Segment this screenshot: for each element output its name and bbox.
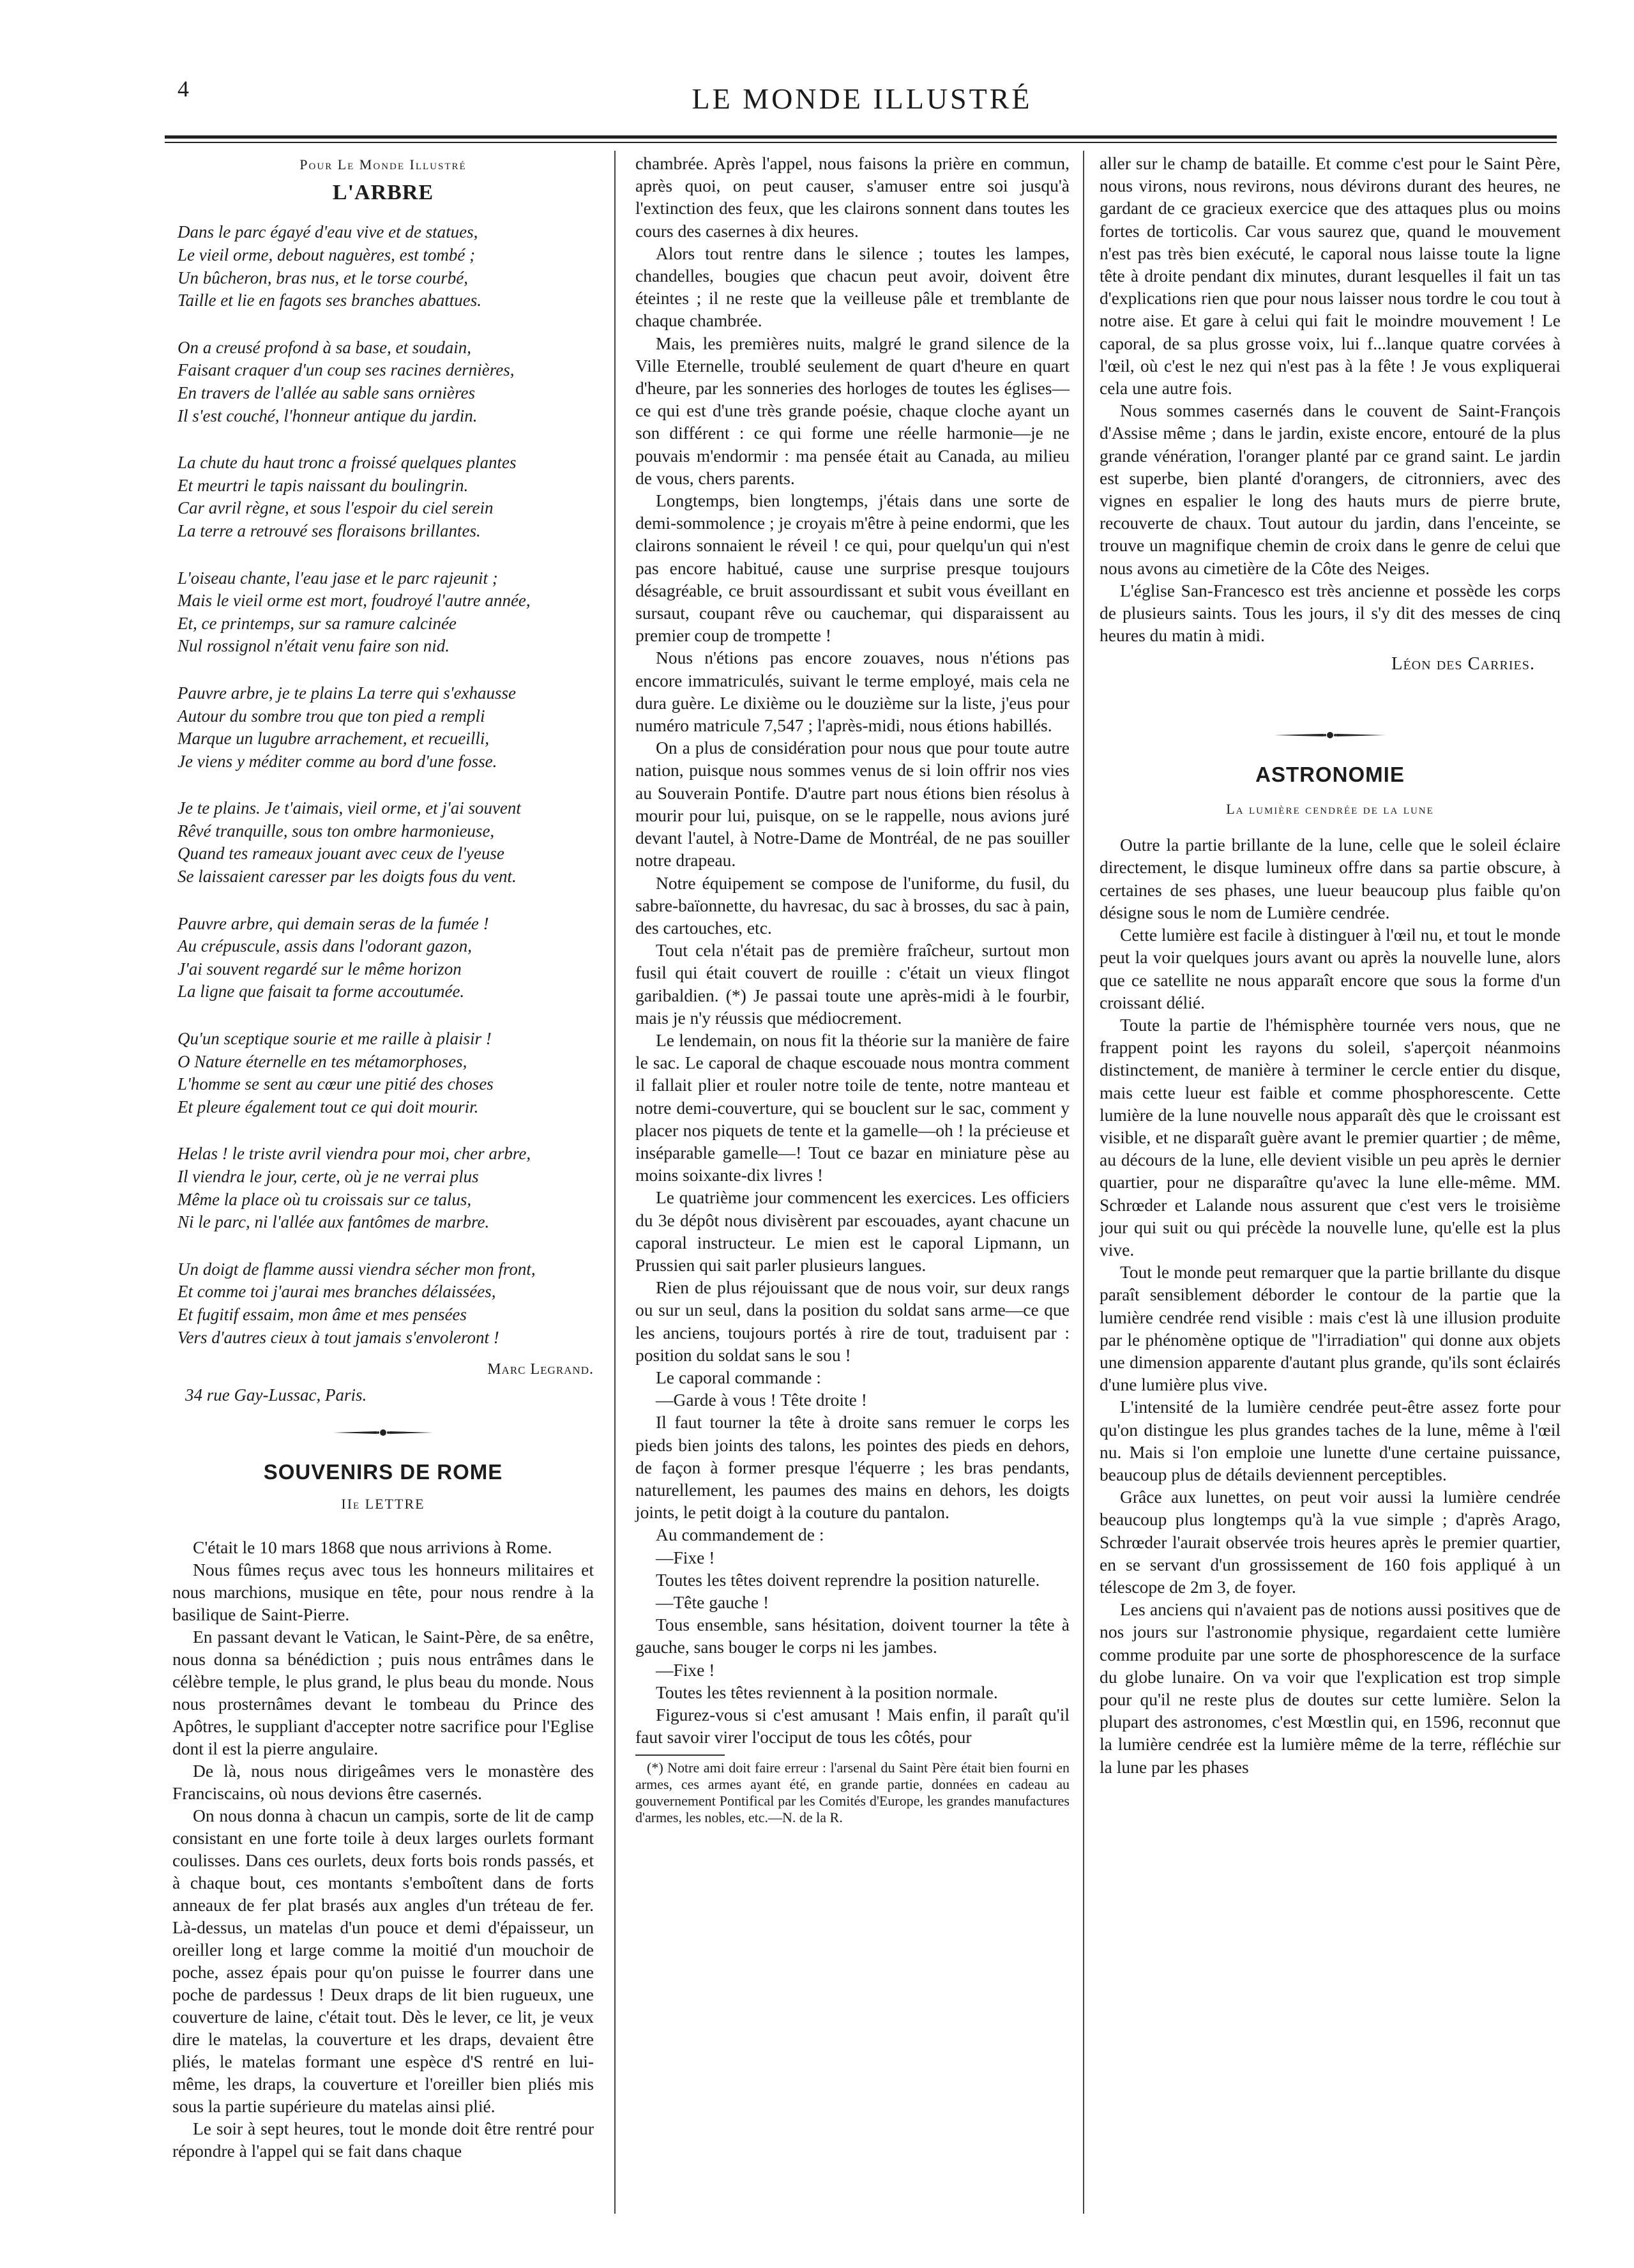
article-paragraph: —Tête gauche ! [656,1592,769,1612]
poem-stanza [178,221,594,312]
article-paragraph: Tout le monde peut remarquer que la partie brillante du disque paraît sensiblement déborder le contour de la partie que la lumière cendrée rend visible : mais c'est là une illusion produite par le phénomène optique de "l'irradiation" qui donne aux objets une dimension apparente d'autant plus grande, qu'ils sont éclairés d'une lumière plus vive. [1100,1262,1561,1395]
column-3 [1100,152,1561,1778]
poem-stanza [178,1258,594,1349]
article-paragraph: Figurez-vous si c'est amusant ! Mais enfin, il paraît qu'il faut savoir virer l'occiput de tous les côtés, pour [635,1705,1070,1747]
article-paragraph: Tous ensemble, sans hésitation, doivent tourner la tête à gauche, sans bouger le corps ni les jambes. [635,1615,1070,1657]
ornament-icon [1273,730,1388,740]
poem-line: Un bûcheron, bras nus, et le torse courbé, [178,268,468,287]
poem-line: Il viendra le jour, certe, où je ne verrai plus [178,1167,479,1186]
poem-line: Autour du sombre trou que ton pied a rempli [178,706,485,726]
article-paragraph: Alors tout rentre dans le silence ; toutes les lampes, chandelles, bougies que chacun peut avoir, doivent être éteintes ; il ne reste que la veilleuse pâle et tremblante de chaque chambrée. [635,243,1070,331]
poem-line: Taille et lie en fagots ses branches abattues. [178,291,481,310]
article-paragraph: L'intensité de la lumière cendrée peut-être assez forte pour qu'on distingue les plus grandes taches de la lune, même à l'œil nu. Mais si l'on emploie une lunette d'une certaine puissance, beaucoup plus de détails deviennent perceptibles. [1100,1397,1561,1484]
poem-line: Pauvre arbre, qui demain seras de la fumée ! [178,913,489,933]
poem-line: J'ai souvent regardé sur le même horizon [178,959,462,978]
poem-line: Rêvé tranquille, sous ton ombre harmonieuse, [178,821,495,841]
page-header [160,72,1564,129]
poem-line: En travers de l'allée au sable sans ornières [178,383,475,402]
poem-body [172,221,594,1349]
poem-stanza [178,913,594,1003]
poem-line: Pauvre arbre, je te plains La terre qui s'exhausse [178,683,516,703]
page-number: 4 [178,76,189,102]
poem-line: Un doigt de flamme aussi viendra sécher mon front, [178,1259,536,1279]
article-paragraph: Longtemps, bien longtemps, j'étais dans une sorte de demi-sommolence ; je croyais m'être à peine endormi, que les clairons sonnaient le réveil ! ce qui, pour quelqu'un qui n'est pas encore habitué, cause une surprise presque toujours désagréable, ce bruit assourdissant et subit vous éveillant en sursaut, coupant rêve ou cauchemar, qui disparaissent au premier coup de trompette ! [635,491,1070,646]
article-paragraph: Toutes les têtes reviennent à la position normale. [656,1682,998,1702]
article-paragraph: Mais, les premières nuits, malgré le grand silence de la Ville Eternelle, troublé seulement de quart d'heure en quart d'heure, par les sonneries des horloges de toutes les églises—ce qui est d'une très grande poésie, chaque cloche ayant un son différent : ce qui forme une réelle harmonie—je ne pouvais m'endormir : ma pensée était au Canada, au milieu de vous, chers parents. [635,333,1070,488]
article-paragraph: Nous fûmes reçus avec tous les honneurs militaires et nous marchions, musique en tête, pour nous rendre à la basilique de Saint-Pierre. [172,1560,594,1625]
poem-line: Je viens y méditer comme au bord d'une fosse. [178,751,497,771]
poem-line: O Nature éternelle en tes métamorphoses, [178,1051,467,1071]
column-divider [614,151,616,2214]
poem-line: Il s'est couché, l'honneur antique du jardin. [178,406,478,425]
poem-line: Nul rossignol n'était venu faire son nid. [178,636,450,656]
poem-line: L'oiseau chante, l'eau jase et le parc rajeunit ; [178,568,498,588]
astronomie-subtitle: La lumière cendrée de la lune [1226,801,1434,818]
poem-title: L'ARBRE [332,181,434,205]
astronomie-title: ASTRONOMIE [1255,762,1405,786]
section-ornament [172,1420,594,1445]
poem-line: Et meurtri le tapis naissant du boulingrin. [178,475,469,495]
poem-line: Vers d'autres cieux à tout jamais s'envoleront ! [178,1327,499,1347]
article-paragraph: Le lendemain, on nous fit la théorie sur la manière de faire le sac. Le caporal de chaque escouade nous montra comment il fallait plier et rouler notre toile de tente, notre manteau et notre demi-couverture, qui se bouclent sur le sac, comment y placer nos piquets de tente et la gamelle—oh ! la précieuse et inséparable gamelle—! Tout ce bazar en miniature pèse au moins soixante-dix livres ! [635,1030,1070,1185]
footnote: (*) Notre ami doit faire erreur : l'arsenal du Saint Père était bien fourni en armes, ces armes ayant été, en grande partie, données en cadeau au gouvernement Pontifical par les Comités d'Europe, les grandes manufactures d'armes, les nobles, etc.—N. de la R. [635,1760,1070,1826]
article-paragraph: Nous sommes casernés dans le couvent de Saint-François d'Assise même ; dans le jardin, existe encore, entouré de la plus grande vénération, l'oranger planté par ce grand saint. Le jardin est superbe, bien planté d'orangers, de citronniers, avec des vignes en espalier le long des hauts murs de pierre brute, recouverte de chaux. Tout autour du jardin, dans l'enceinte, se trouve un magnifique chemin de croix dans le genre de celui que nous avons au cimetière de la Côte des Neiges. [1100,400,1561,578]
poem-line: Et fugitif essaim, mon âme et mes pensées [178,1304,467,1324]
poem-line: Et, ce printemps, sur sa ramure calcinée [178,613,457,633]
article-paragraph: aller sur le champ de bataille. Et comme c'est pour le Saint Père, nous virons, nous revirons, nous dévirons durant des heures, ne gardant de ce gracieux exercice que des attaques plus ou moins fortes de torticolis. Car vous saurez que, quand le mouvement n'est pas très bien exécuté, le caporal nous laisse toute la ligne tête à droite pendant dix minutes, durant lesquelles il fait un tas d'explications rien que pour nous laisser nous tordre le cou tout à notre aise. Et gare à celui qui fait le moindre mouvement ! Le caporal, de sa plus grosse voix, lui f...lanque quatre corvées à l'œil, où c'est le nez qui n'est pas à la fête ! Je vous expliquerai cela une autre fois. [1100,153,1561,399]
article-paragraph: On nous donna à chacun un campis, sorte de lit de camp consistant en une forte toile à deux larges ourlets formant coulisses. Dans ces ourlets, deux forts bois ronds passés, et à chaque bout, ces montants s'emboîtent dans de forts anneaux de fer plat brasés aux angles d'un tréteau de fer. Là-dessus, un matelas d'un pouce et demi d'épaisseur, un oreiller long et large comme la moitié d'un mouchoir de poche, assez épais pour qu'on puisse le fourrer dans une poche de pardessus ! Deux draps de lit bien rugueux, une couverture de laine, c'était tout. Dès le lever, ce lit, je veux dire le matelas, la couverture et les draps, devaient être pliés, le matelas formant une espèce d'S rentré en lui-même, les draps, la couverture et l'oreiller bien pliés mis sous la partie supérieure du matelas ainsi plié. [172,1806,594,2117]
article-paragraph: chambrée. Après l'appel, nous faisons la prière en commun, après quoi, on peut causer, s'amuser entre soi jusqu'à l'extinction des feux, que les clairons sonnent dans toutes les cours des casernes à dix heures. [635,153,1070,241]
article-paragraph: Outre la partie brillante de la lune, celle que le soleil éclaire directement, le disque lumineux offre dans sa partie obscure, à certaines de ses phases, une lueur beaucoup plus faible qu'on désigne sous le nom de Lumière cendrée. [1100,835,1561,922]
article-paragraph: Le quatrième jour commencent les exercices. Les officiers du 3e dépôt nous divisèrent par escouades, ayant chacune un caporal instructeur. Le mien est le caporal Lipmann, un Prussien qui sait parler plusieurs langues. [635,1187,1070,1275]
header-rule-thin [165,142,1557,143]
poem-stanza [178,567,594,658]
poem-line: Marque un lugubre arrachement, et recueilli, [178,729,490,749]
article-paragraph: Notre équipement se compose de l'uniforme, du fusil, du sabre-baïonnette, du havresac, du sac à brosses, du sac à pain, des cartouches, etc. [635,872,1070,938]
article-paragraph: Tout cela n'était pas de première fraîcheur, surtout mon fusil qui était couvert de rouille : c'était un vieux flingot garibaldien. (*) Je passai toute une après-midi à le fourbir, mais je n'y réussis que médiocrement. [635,940,1070,1028]
poem-line: Au crépuscule, assis dans l'odorant gazon, [178,936,473,956]
souvenirs-col3-text [1100,152,1561,646]
article-paragraph: Les anciens qui n'avaient pas de notions aussi positives que de nos jours sur l'astronomie physique, regardaient cette lumière comme produite par une sorte de phosphorescence de la surface du globe lunaire. On va voir que l'explication est trop simple pour qu'il ne reste plus de doutes sur cette lumière. Selon la plupart des astronomes, c'est Mœstlin qui, en 1596, reconnut que la lumière cendrée est la lumière même de la terre, réfléchie sur la lune par les phases [1100,1599,1561,1777]
poem-line: On a creusé profond à sa base, et soudain, [178,337,471,357]
poem-line: Le vieil orme, debout naguères, est tombé ; [178,245,476,264]
article-paragraph: On a plus de considération pour nous que pour toute autre nation, puisque nous sommes venus de si loin offrir nos vies au Souverain Pontife. D'autre part nous étions bien résolus à mourir pour lui, puisque, on se le rappelle, nous avions juré devant l'autel, à Notre-Dame de Montréal, de ne pas souiller notre drapeau. [635,738,1070,871]
article-paragraph: —Fixe ! [656,1547,715,1567]
article-paragraph: Rien de plus réjouissant que de nous voir, sur deux rangs ou sur un seul, dans la position du soldat sans arme—ce que les anciens, toujours portés à rire de tout, traduisent par : position du soldat sans le sou ! [635,1277,1070,1365]
souvenirs-subtitle: IIe LETTRE [341,1495,425,1512]
section-ornament [1100,722,1561,748]
poem-line: Ni le parc, ni l'allée aux fantômes de marbre. [178,1212,490,1232]
article-paragraph: Nous n'étions pas encore zouaves, nous n'étions pas encore immatriculés, suivant le terme employé, mais cela ne dura guère. Le dixième ou le douzième sur la liste, j'eus pour numéro matricule 7,547 ; l'après-midi, nous étions habillés. [635,648,1070,736]
poem-line: Je te plains. Je t'aimais, vieil orme, et j'ai souvent [178,798,521,818]
souvenirs-col2-text [635,152,1070,1748]
poem-line: La ligne que faisait ta forme accoutumée. [178,982,465,1001]
poem-line: Faisant craquer d'un coup ses racines dernières, [178,360,515,380]
article-paragraph: De là, nous nous dirigeâmes vers le monastère des Franciscains, où nous devions être casernés. [172,1761,594,1804]
column-divider [1083,151,1084,2214]
footnote-rule [635,1754,725,1756]
poem-stanza [178,337,594,427]
poem-line: Qu'un sceptique sourie et me raille à plaisir ! [178,1029,492,1049]
poem-stanza [178,452,594,542]
poem-stanza [178,682,594,773]
poem-signature: Marc Legrand. [487,1361,594,1378]
poem-stanza [178,1028,594,1118]
poem-line: L'homme se sent au cœur une pitié des choses [178,1074,494,1094]
article-paragraph: Il faut tourner la tête à droite sans remuer le corps les pieds bien joints des talons, les pointes des pieds en dehors, de façon à former presque l'équerre ; les bras pendants, naturellement, les paumes des mains en dehors, les doigts joints, le petit doigt à la couture du pantalon. [635,1412,1070,1523]
article-paragraph: Cette lumière est facile à distinguer à l'œil nu, et tout le monde peut la voir quelques jours avant ou après la nouvelle lune, alors que ce satellite ne nous apparaît encore que sous la forme d'un croissant délié. [1100,925,1561,1012]
ornament-icon [332,1427,434,1438]
article-paragraph: L'église San-Francesco est très ancienne et possède les corps de plusieurs saints. Tous les jours, il s'y dit des messes de cinq heures du matin à midi. [1100,580,1561,646]
poem-line: Mais le vieil orme est mort, foudroyé l'autre année, [178,591,531,611]
column-1 [172,152,594,2162]
poem-line: Dans le parc égayé d'eau vive et de statues, [178,222,478,242]
poem-line: Et comme toi j'aurai mes branches délaissées, [178,1282,496,1302]
header-rule-thick [165,135,1557,139]
poem-line: Helas ! le triste avril viendra pour moi, cher arbre, [178,1144,531,1164]
poem-kicker: Pour Le Monde Illustré [299,156,467,172]
article-paragraph: Toutes les têtes doivent reprendre la position naturelle. [656,1569,1040,1590]
poem-line: Car avril règne, et sous l'espoir du ciel serein [178,498,494,518]
souvenirs-col1-text [172,1536,594,2162]
column-2 [635,152,1070,1826]
souvenirs-title: SOUVENIRS DE ROME [263,1459,503,1484]
article-paragraph: Toute la partie de l'hémisphère tournée vers nous, que ne frappent point les rayons du soleil, s'aperçoit néanmoins distinctement, de manière à terminer le cercle entier du disque, mais cette lueur est faible et comme phosphorescente. Cette lumière de la lune nouvelle nous apparaît dès que le croissant est visible, et ne disparaît guère avant le premier quartier ; de même, au décours de la lune, elle devient visible un peu après le dernier quartier, pour ne disparaître qu'avec la lune elle-même. MM. Schrœder et Lalande nous assurent que c'est vers le troisième jour qui suit ou qui précède la nouvelle lune, qu'elle est la plus vive. [1100,1014,1561,1260]
poem-line: Et pleure également tout ce qui doit mourir. [178,1097,479,1116]
astronomie-text [1100,833,1561,1778]
article-paragraph: Au commandement de : [656,1525,824,1545]
article-paragraph: —Fixe ! [656,1659,715,1680]
poem-line: Se laissaient caresser par les doigts fous du vent. [178,867,517,887]
poem-stanza [178,797,594,888]
article-paragraph: Le soir à sept heures, tout le monde doit être rentré pour répondre à l'appel qui se fait dans chaque [172,2119,594,2161]
poem-line: Même la place où tu croissais sur ce talus, [178,1189,472,1209]
article-paragraph: Grâce aux lunettes, on peut voir aussi la lumière cendrée beaucoup plus longtemps qu'à la vue simple ; d'après Arago, Schrœder l'aurait observée trois heures après le premier quartier, en se servant d'un grossissement de 160 fois appliqué à un télescope de 2m 3, de foyer. [1100,1487,1561,1597]
article-paragraph: Le caporal commande : [656,1367,821,1387]
poem-line: La chute du haut tronc a froissé quelques plantes [178,453,517,473]
poem-line: La terre a retrouvé ses floraisons brillantes. [178,521,481,540]
article-paragraph: —Garde à vous ! Tête droite ! [656,1390,867,1410]
article-paragraph: En passant devant le Vatican, le Saint-Père, de sa enêtre, nous donna sa bénédiction ; puis nous entrâmes dans le célèbre temple, le plus grand, le plus beau du monde. Nous nous prosternâmes devant le tombeau du Prince des Apôtres, le suppliant d'accepter notre sacrifice pour l'Eglise dont il est la pierre angulaire. [172,1627,594,1759]
poem-stanza [178,1143,594,1233]
masthead: LE MONDE ILLUSTRÉ [692,82,1033,115]
poem-line: Quand tes rameaux jouant avec ceux de l'yeuse [178,844,504,864]
souvenirs-signature: Léon des Carries. [1391,654,1535,674]
poem-address: 34 rue Gay-Lussac, Paris. [185,1385,367,1405]
article-paragraph: C'était le 10 mars 1868 que nous arrivions à Rome. [193,1537,552,1558]
